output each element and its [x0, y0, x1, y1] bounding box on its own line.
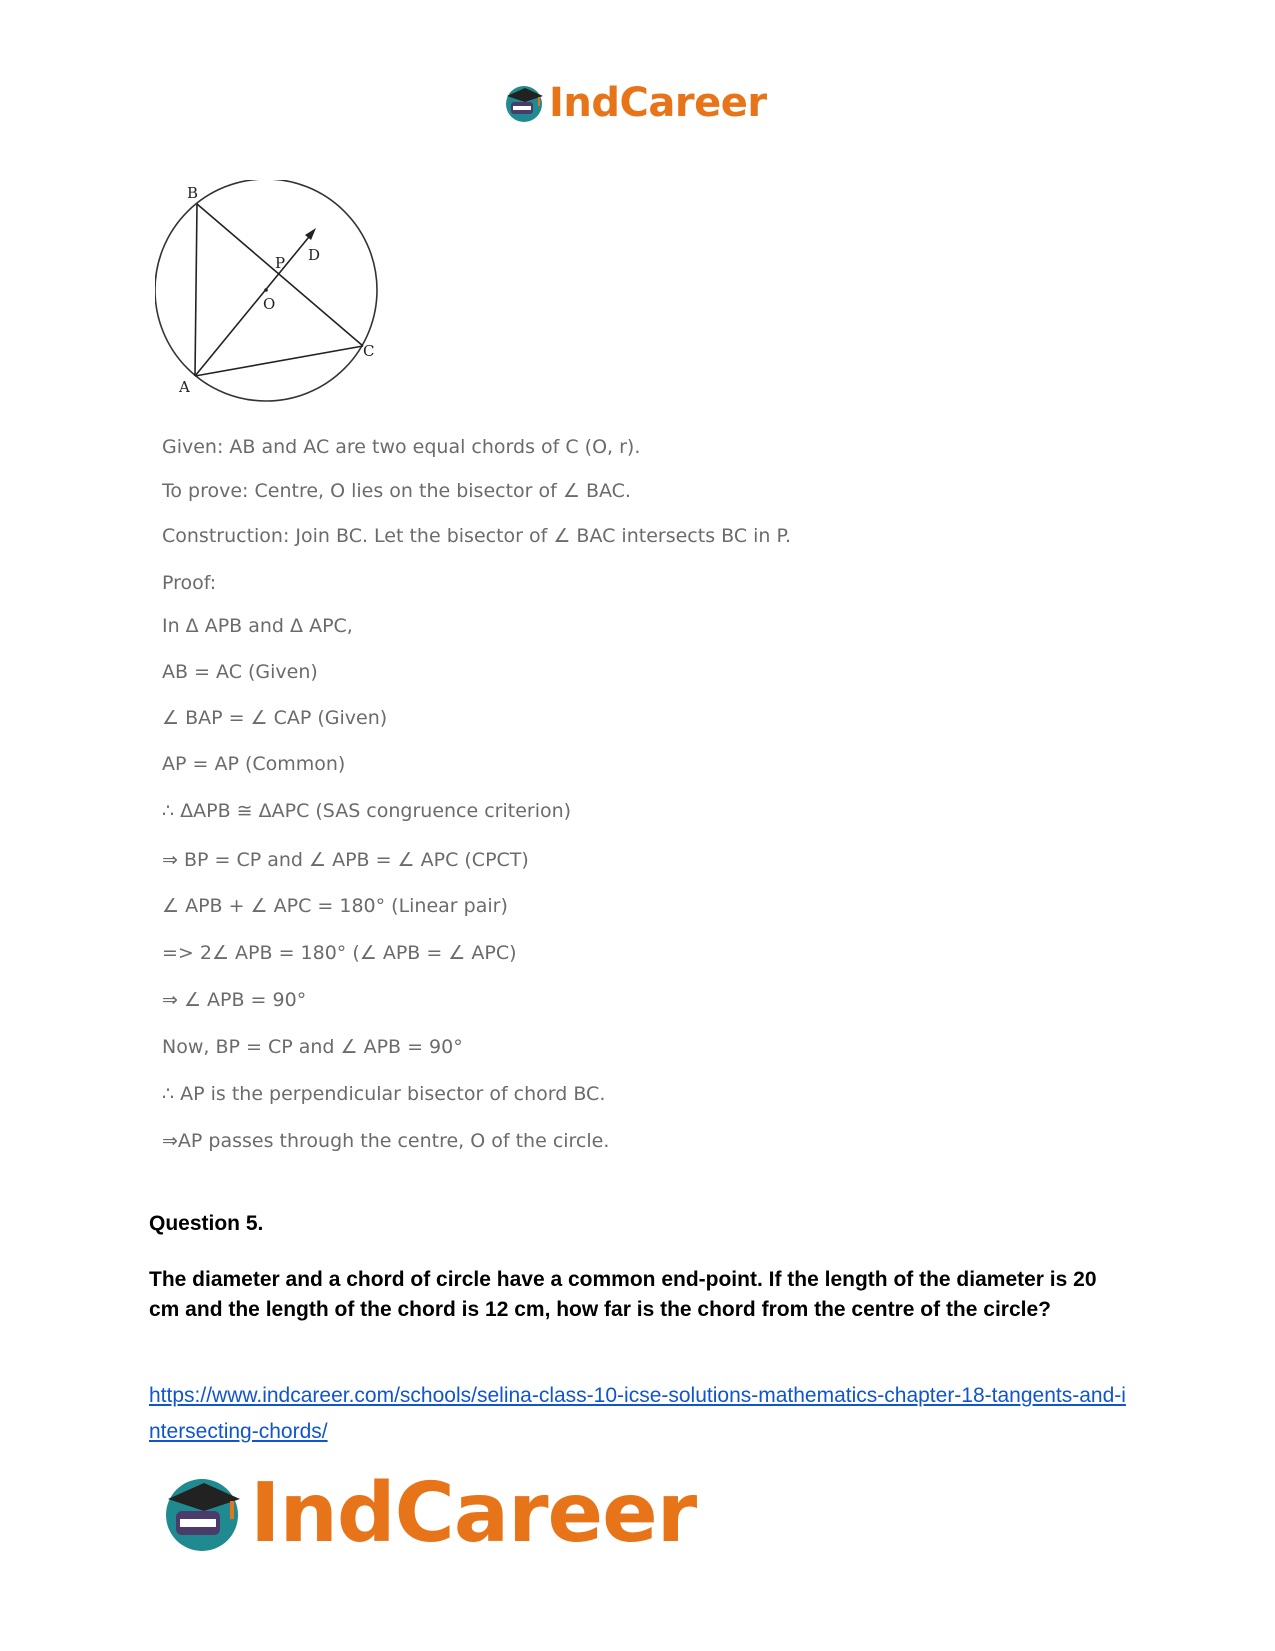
proof-line: ∴ AP is the perpendicular bisector of chord BC. [162, 1083, 606, 1105]
question-title: Question 5. [149, 1212, 264, 1235]
footer-logo [160, 1463, 696, 1563]
proof-line: => 2∠ APB = 180° (∠ APB = ∠ APC) [162, 942, 517, 964]
logo-text: IndCareer [250, 1465, 697, 1561]
proof-line: Now, BP = CP and ∠ APB = 90° [162, 1036, 463, 1058]
label-b: B [187, 184, 199, 202]
graduation-cap-icon [503, 82, 545, 124]
label-c: C [363, 342, 375, 360]
proof-line: ∴ ΔAPB ≅ ΔAPC (SAS congruence criterion) [162, 800, 572, 822]
proof-line: Construction: Join BC. Let the bisector of ∠ BAC intersects BC in P. [162, 525, 792, 547]
proof-line: AB = AC (Given) [162, 661, 318, 683]
proof-line: Given: AB and AC are two equal chords of C (O, r). [162, 436, 641, 458]
proof-line: AP = AP (Common) [162, 753, 346, 775]
proof-line: ⇒AP passes through the centre, O of the circle. [162, 1130, 610, 1152]
label-p: P [275, 254, 286, 272]
graduation-cap-icon [160, 1471, 244, 1555]
proof-line: ⇒ BP = CP and ∠ APB = ∠ APC (CPCT) [162, 849, 529, 871]
chord-ab [195, 204, 197, 376]
label-o: O [263, 295, 276, 313]
proof-line: ∠ APB + ∠ APC = 180° (Linear pair) [162, 895, 508, 917]
header-logo [503, 78, 767, 128]
label-a: A [179, 378, 190, 396]
proof-line: ∠ BAP = ∠ CAP (Given) [162, 707, 388, 729]
chord-ac [195, 346, 363, 376]
label-d: D [308, 246, 321, 264]
centre-point [264, 288, 268, 292]
question-body: The diameter and a chord of circle have a common end-point. If the length of the diameter is 20 cm and the length of the chord is 12 cm, how far is the chord from the centre of the circle? [149, 1268, 1097, 1321]
source-link[interactable]: https://www.indcareer.com/schools/selina-class-10-icse-solutions-mathematics-chapter-18-tangents-and-intersecting-chords/ [149, 1384, 1126, 1443]
proof-line: To prove: Centre, O lies on the bisector of ∠ BAC. [162, 480, 631, 502]
circle-chords-figure [155, 180, 415, 420]
logo-text: IndCareer [549, 80, 767, 126]
proof-line: Proof: [162, 572, 217, 594]
proof-line: In Δ APB and Δ APC, [162, 615, 353, 637]
chord-bc [197, 204, 363, 346]
proof-line: ⇒ ∠ APB = 90° [162, 989, 307, 1011]
arrow-head-icon [305, 228, 316, 240]
